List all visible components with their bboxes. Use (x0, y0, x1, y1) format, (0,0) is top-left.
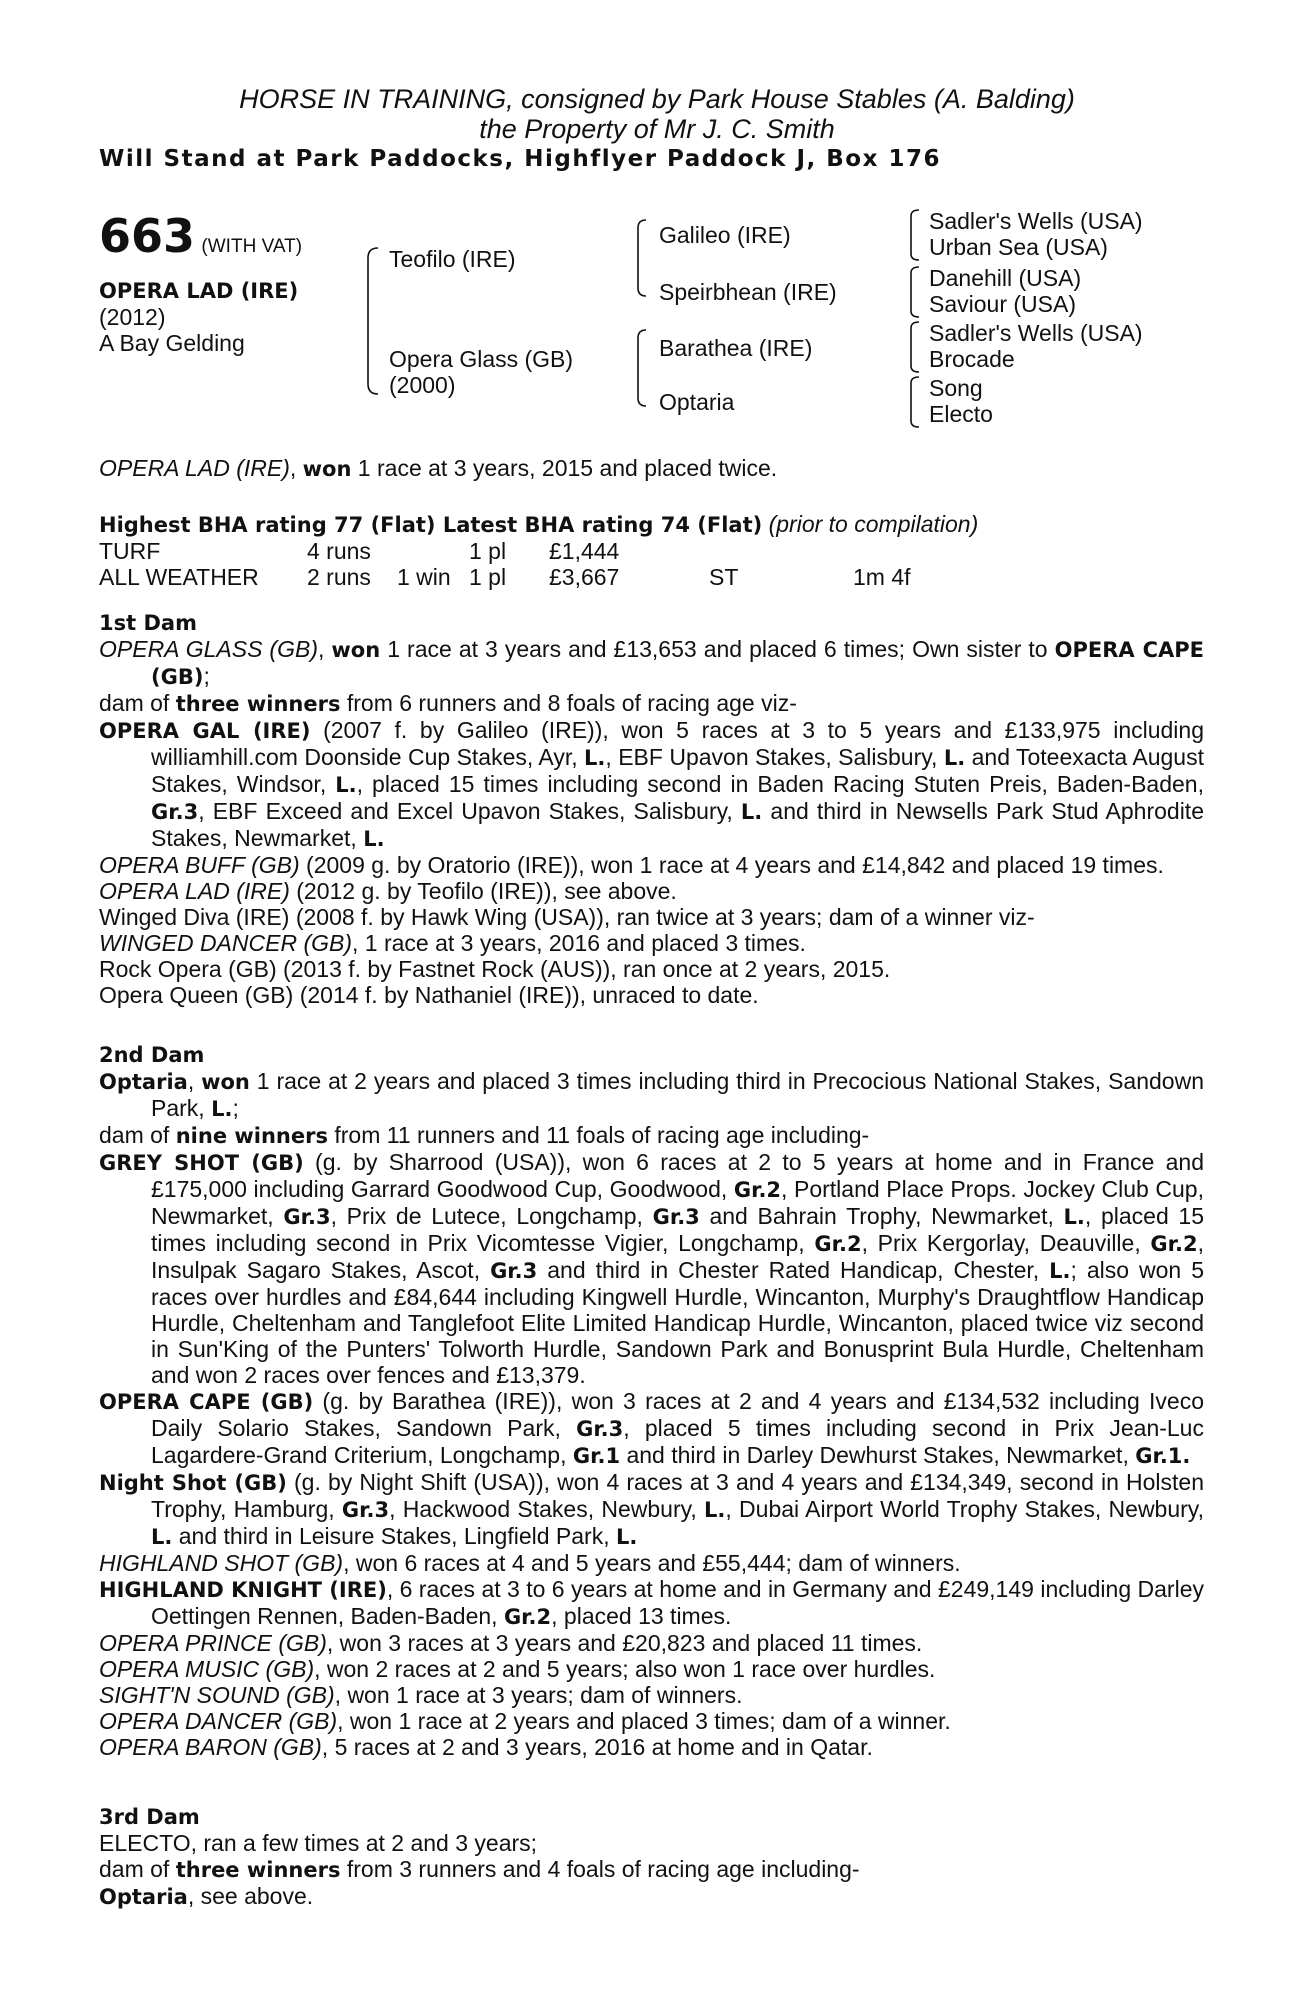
section-title: 2nd Dam (99, 1043, 205, 1067)
list-item: Night Shot (GB) (g. by Night Shift (USA)), won 4 races at 3 and 4 years and £134,349, second in Holsten Trophy, Hamburg, Gr.3, Hackwood Stakes, Newbury, L., Dubai Airport World Trophy Stakes, Newbury, L. and third in Leisure Stakes, Lingfield Park, L. (99, 1469, 1204, 1549)
record-runs: 2 runs (307, 564, 371, 590)
dam-record: OPERA GLASS (GB), won 1 race at 3 years and £13,653 and placed 6 times; Own sister to OPERA CAPE (GB); (99, 636, 1204, 689)
table-row (99, 538, 911, 564)
dam-produce-summary: dam of nine winners from 11 runners and 11 foals of racing age including- (99, 1122, 870, 1148)
list-item: OPERA MUSIC (GB), won 2 races at 2 and 5 years; also won 1 race over hurdles. (99, 1656, 936, 1682)
list-item: Rock Opera (GB) (2013 f. by Fastnet Rock (AUS)), ran once at 2 years, 2015. (99, 956, 891, 982)
horse-description: A Bay Gelding (99, 330, 245, 356)
rating-note: (prior to compilation) (768, 511, 979, 537)
dam-record: ELECTO, ran a few times at 2 and 3 years; (99, 1830, 538, 1856)
list-item: OPERA GAL (IRE) (2007 f. by Galileo (IRE)), won 5 races at 3 to 5 years and £133,975 including williamhill.com Doonside Cup Stakes, Ayr, L., EBF Upavon Stakes, Salisbury, L. and Toteexacta August Stakes, Windsor, L., placed 15 times including second in Baden Racing Stuten Preis, Baden-Baden, Gr.3, EBF Exceed and Excel Upavon Stakes, Salisbury, L. and third in Newsells Park Stud Aphrodite Stakes, Newmarket, L. (99, 717, 1205, 851)
summary-won: won (302, 457, 352, 481)
summary-text: 1 race at 3 years, 2015 and placed twice. (351, 455, 778, 481)
list-item: Opera Queen (GB) (2014 f. by Nathaniel (IRE)), unraced to date. (99, 982, 759, 1008)
dam-record: Optaria, won 1 race at 2 years and placed 3 times including third in Precocious National Stakes, Sandown Park, L.; (99, 1068, 1204, 1121)
race-record-table (99, 538, 911, 590)
section-title: 3rd Dam (99, 1805, 200, 1829)
pedigree-dam-year: (2000) (389, 372, 456, 398)
dam-produce-summary: dam of three winners from 3 runners and 4 foals of racing age including- (99, 1856, 860, 1882)
list-item: OPERA LAD (IRE) (2012 g. by Teofilo (IRE)), see above. (99, 878, 677, 904)
record-surface: ALL WEATHER (99, 564, 259, 590)
list-item: SIGHT'N SOUND (GB), won 1 race at 3 years; dam of winners. (99, 1682, 743, 1708)
dam-produce-summary: dam of three winners from 6 runners and 8 foals of racing age viz- (99, 690, 797, 716)
record-distance (853, 538, 911, 564)
pedigree-brace-g1 (907, 208, 923, 262)
pedigree-g7: Song (929, 375, 983, 401)
pedigree-sire: Teofilo (IRE) (389, 246, 516, 272)
summary-horse-name: OPERA LAD (IRE) (99, 455, 290, 481)
first-dam-section (99, 610, 1204, 1008)
pedigree-brace-g3 (907, 320, 923, 374)
record-wins: 1 win (397, 564, 451, 590)
pedigree-brace-dam (634, 328, 650, 408)
horse-name: OPERA LAD (IRE) (99, 279, 299, 303)
record-distance: 1m 4f (853, 564, 911, 590)
section-title: 1st Dam (99, 611, 197, 635)
second-dam-section (99, 1042, 1204, 1760)
pedigree-dam-sire: Barathea (IRE) (659, 335, 813, 361)
rating-and-record (99, 511, 1204, 590)
pedigree-sire-dam: Speirbhean (IRE) (659, 279, 837, 305)
pedigree-brace-g4 (907, 375, 923, 429)
pedigree-g1: Sadler's Wells (USA) (929, 208, 1143, 234)
table-row (99, 564, 911, 590)
pedigree-g8: Electo (929, 401, 993, 427)
record-placed: 1 pl (469, 564, 507, 590)
third-dam-section (99, 1804, 1204, 1910)
stable-location-line: Will Stand at Park Paddocks, Highflyer Paddock J, Box 176 (99, 146, 941, 172)
pedigree-brace-gen1 (364, 246, 384, 396)
pedigree-dam: Opera Glass (GB) (389, 346, 574, 372)
lot-number: 663 (99, 209, 196, 263)
list-item: OPERA CAPE (GB) (g. by Barathea (IRE)), won 3 races at 2 and 4 years and £134,532 including Iveco Daily Solario Stakes, Sandown Park, Gr.3, placed 5 times including second in Prix Jean-Luc Lagardere-Grand Criterium, Longchamp, Gr.1 and third in Darley Dewhurst Stakes, Newmarket, Gr.1. (99, 1388, 1204, 1468)
list-item: OPERA BUFF (GB) (2009 g. by Oratorio (IRE)), won 1 race at 4 years and £14,842 and placed 19 times. (99, 852, 1164, 878)
list-item: Optaria, see above. (99, 1883, 314, 1909)
record-wins (397, 538, 469, 564)
pedigree-g4: Saviour (USA) (929, 291, 1076, 317)
record-surface: TURF (99, 538, 161, 564)
pedigree-g5: Sadler's Wells (USA) (929, 320, 1143, 346)
vat-label: (WITH VAT) (201, 236, 303, 257)
list-item: OPERA DANCER (GB), won 1 race at 2 years and placed 3 times; dam of a winner. (99, 1708, 951, 1734)
record-prize: £3,667 (549, 564, 620, 590)
pedigree-g6: Brocade (929, 346, 1015, 372)
pedigree-sire-sire: Galileo (IRE) (659, 222, 791, 248)
record-going (709, 538, 853, 564)
list-item: GREY SHOT (GB) (g. by Sharrood (USA)), won 6 races at 2 to 5 years at home and in France and £175,000 including Garrard Goodwood Cup, Goodwood, Gr.2, Portland Place Props. Jockey Club Cup, Newmarket, Gr.3, Prix de Lutece, Longchamp, Gr.3 and Bahrain Trophy, Newmarket, L., placed 15 times including second in Prix Vicomtesse Vigier, Longchamp, Gr.2, Prix Kergorlay, Deauville, Gr.2, Insulpak Sagaro Stakes, Ascot, Gr.3 and third in Chester Rated Handicap, Chester, L.; also won 5 races over hurdles and £84,644 including Kingwell Hurdle, Wincanton, Murphy's Draughtflow Handicap Hurdle, Cheltenham and Tanglefoot Elite Limited Handicap Hurdle, Wincanton, placed twice viz second in Sun'King of the Punters' Tolworth Hurdle, Sandown Park and Bonusprint Bula Hurdle, Cheltenham and won 2 races over fences and £13,379. (99, 1149, 1204, 1388)
list-item: WINGED DANCER (GB), 1 race at 3 years, 2016 and placed 3 times. (99, 930, 806, 956)
pedigree-brace-g2 (907, 265, 923, 319)
bha-rating: Highest BHA rating 77 (Flat) Latest BHA rating 74 (Flat) (99, 513, 763, 537)
pedigree-g3: Danehill (USA) (929, 265, 1082, 291)
pedigree-brace-sire (634, 218, 650, 298)
pedigree-g2: Urban Sea (USA) (929, 234, 1108, 260)
list-item: Winged Diva (IRE) (2008 f. by Hawk Wing (USA)), ran twice at 3 years; dam of a winner viz- (99, 904, 1035, 930)
pedigree-dam-dam: Optaria (659, 389, 735, 415)
race-summary: OPERA LAD (IRE), won 1 race at 3 years, 2015 and placed twice. (99, 455, 778, 481)
record-placed: 1 pl (469, 538, 507, 564)
list-item: OPERA BARON (GB), 5 races at 2 and 3 years, 2016 at home and in Qatar. (99, 1734, 873, 1760)
list-item: HIGHLAND SHOT (GB), won 6 races at 4 and 5 years and £55,444; dam of winners. (99, 1550, 961, 1576)
record-runs: 4 runs (307, 538, 371, 564)
list-item: OPERA PRINCE (GB), won 3 races at 3 years and £20,823 and placed 11 times. (99, 1630, 923, 1656)
record-going: ST (709, 564, 739, 590)
lot-info (99, 209, 303, 356)
consignor-line: HORSE IN TRAINING, consigned by Park House Stables (A. Balding) (239, 84, 1075, 114)
foaling-year: (2012) (99, 304, 166, 330)
record-prize: £1,444 (549, 538, 620, 564)
catalogue-header (0, 84, 1314, 172)
property-line: the Property of Mr J. C. Smith (479, 114, 835, 144)
list-item: HIGHLAND KNIGHT (IRE), 6 races at 3 to 6 years at home and in Germany and £249,149 including Darley Oettingen Rennen, Baden-Baden, Gr.2, placed 13 times. (99, 1576, 1204, 1629)
